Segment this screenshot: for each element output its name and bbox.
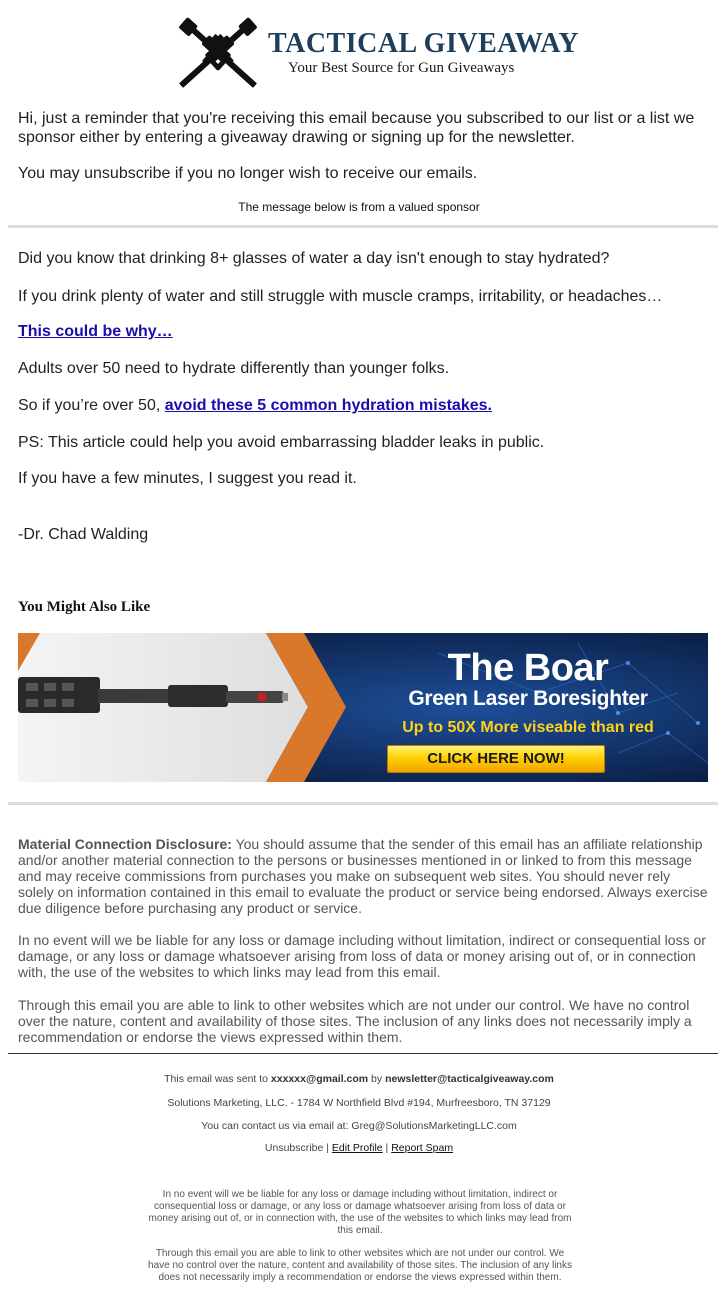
reminder-text: Hi, just a reminder that you're receiving this email because you subscribed to our list or a list we sponsor either by entering a giveaway drawing or signing up for the newsletter. xyxy=(18,110,695,146)
sent-by: by xyxy=(368,1073,386,1085)
separator: | xyxy=(382,1142,392,1154)
banner-subtitle: Green Laser Boresighter xyxy=(408,687,648,710)
disclosure-label: Material Connection Disclosure: xyxy=(18,836,232,852)
divider xyxy=(8,225,718,228)
contact-line: You can contact us via email at: Greg@SolutionsMarketingLLC.com xyxy=(201,1120,517,1132)
boar-ad-banner[interactable] xyxy=(18,633,708,782)
external-links-paragraph: Through this email you are able to link to other websites which are not under our control. We have no control over the nature, content and availability of those sites. The inclusion of any links does not necessarily imply a recommendation or endorse the views expressed within them. xyxy=(18,997,692,1045)
footer-links xyxy=(0,1142,718,1154)
liability-paragraph: In no event will we be liable for any loss or damage including without limitation, indirect or consequential loss or damage, or any loss or damage whatsoever arising from loss of data or money arising out of, or in connection with, the use of the websites to which links may lead from this email. xyxy=(18,932,706,980)
recipient-email: xxxxxx@gmail.com xyxy=(270,1073,369,1085)
footer-legal-liability: In no event will we be liable for any loss or damage including without limitation, indirect or consequential loss or damage, or any loss or damage whatsoever arising from loss of data or money arising out of, or in connection with, the use of the websites to which links may lead from this email. xyxy=(148,1189,572,1236)
logo-tagline: Your Best Source for Gun Giveaways xyxy=(288,60,515,76)
message-line: Did you know that drinking 8+ glasses of water a day isn't enough to stay hydrated? xyxy=(18,250,610,267)
logo-title: TACTICAL GIVEAWAY xyxy=(268,28,580,59)
disclosure-text: You should assume that the sender of this email has an affiliate relationship and/or another material connection to the persons or businesses mentioned in or linked to from this message and may receive commissions from purchases you make on subsequent web sites. You should never rely solely on information contained in this email to evaluate the product or service being endorsed. Always exercise due diligence before purchasing any product or service. xyxy=(18,836,708,916)
message-line-with-link xyxy=(18,396,700,415)
signature: -Dr. Chad Walding xyxy=(18,526,149,543)
hydration-link[interactable]: This could be why… xyxy=(18,323,173,340)
edit-profile-link[interactable]: Edit Profile xyxy=(331,1142,383,1154)
message-text: So if you’re over 50, xyxy=(18,397,165,414)
banner-title: The Boar xyxy=(447,647,609,689)
crossed-rifles-icon xyxy=(168,10,268,100)
message-line: If you drink plenty of water and still struggle with muscle cramps, irritability, or headaches… xyxy=(18,288,663,305)
message-line: If you have a few minutes, I suggest you read it. xyxy=(18,470,357,487)
unsubscribe-link[interactable]: Unsubscribe xyxy=(264,1142,324,1154)
logo[interactable] xyxy=(160,8,580,100)
sender-email: newsletter@tacticalgiveaway.com xyxy=(385,1073,554,1085)
unsubscribe-note: You may unsubscribe if you no longer wish to receive our emails. xyxy=(18,165,478,182)
divider xyxy=(8,802,718,805)
sponsor-note: The message below is from a valued sponsor xyxy=(238,200,480,214)
message-line: PS: This article could help you avoid embarrassing bladder leaks in public. xyxy=(18,434,545,451)
sent-to-line xyxy=(0,1073,718,1085)
separator: | xyxy=(323,1142,332,1154)
sent-prefix: This email was sent to xyxy=(164,1073,271,1085)
divider xyxy=(8,1053,718,1054)
message-link-paragraph xyxy=(18,322,700,341)
banner-tagline: Up to 50X More viseable than red xyxy=(402,719,654,736)
click-here-button[interactable]: CLICK HERE NOW! xyxy=(387,745,605,773)
footer-legal-links: Through this email you are able to link to other websites which are not under our control. We have no control over the nature, content and availability of those sites. The inclusion of any links does not necessarily imply a recommendation or endorse the views expressed within them. xyxy=(148,1248,572,1283)
hydration-mistakes-link[interactable]: avoid these 5 common hydration mistakes. xyxy=(164,397,492,414)
report-spam-link[interactable]: Report Spam xyxy=(391,1142,454,1154)
disclosure-paragraph xyxy=(18,836,708,916)
message-line: Adults over 50 need to hydrate differently than younger folks. xyxy=(18,360,450,377)
section-heading: You Might Also Like xyxy=(18,599,151,615)
company-address: Solutions Marketing, LLC. - 1784 W Northfield Blvd #194, Murfreesboro, TN 37129 xyxy=(167,1097,551,1109)
